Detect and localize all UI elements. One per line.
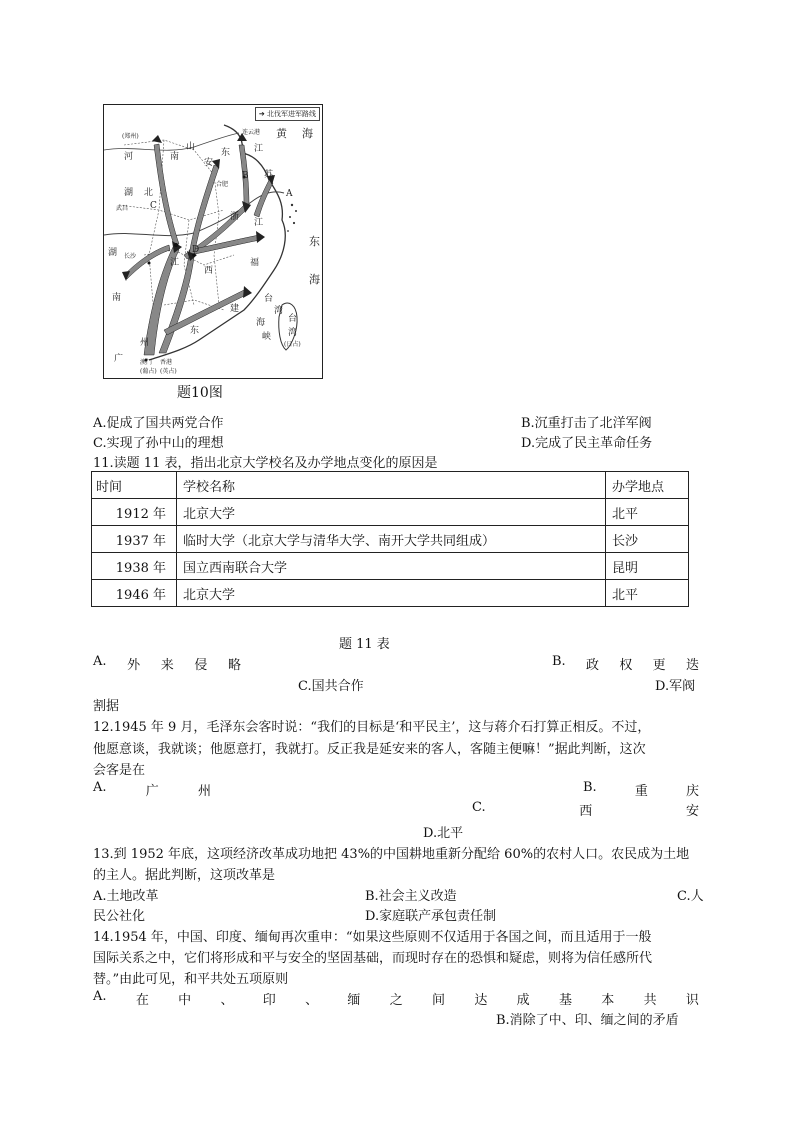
map-label: 东 (309, 235, 320, 248)
cell-location: 长沙 (606, 526, 689, 553)
option-char: 略 (227, 658, 241, 673)
map-label: 长沙 (124, 253, 137, 260)
option-char: 重 (634, 784, 648, 799)
map-label: 湖 (124, 188, 134, 198)
cell-time: 1937 年 (92, 526, 177, 553)
table-row (92, 526, 689, 553)
map-label: 山 (186, 142, 196, 152)
table-row (92, 553, 689, 580)
cell-school: 北京大学 (177, 580, 606, 607)
map-label: (葡占) (140, 368, 157, 375)
table-row (92, 580, 689, 607)
option-char: 州 (197, 784, 211, 799)
q14-option-a[interactable] (93, 989, 699, 1008)
q11-option-c[interactable]: C.国共合作 (298, 679, 364, 694)
map-label: (日占) (284, 341, 301, 348)
q10-option-d[interactable]: D.完成了民主革命任务 (521, 436, 653, 451)
option-char: 外 (127, 658, 141, 673)
cell-school: 临时大学（北京大学与清华大学、南开大学共同组成） (177, 526, 606, 553)
q11-option-d[interactable]: D.军阀 (655, 679, 696, 694)
cell-location: 北平 (606, 499, 689, 526)
option-char: A. (93, 780, 107, 795)
map-label: (英占) (160, 368, 177, 375)
option-char: 成 (516, 993, 530, 1008)
option-char: 达 (474, 993, 488, 1008)
map-label: 苏 (264, 170, 274, 180)
option-char: 、 (220, 993, 234, 1008)
map-label: 香港 (160, 359, 173, 366)
map-label: 海 (302, 127, 313, 140)
map-label: 广 (114, 354, 124, 364)
option-char: 共 (643, 993, 657, 1008)
map-label: 江 (170, 258, 180, 268)
option-char: B. (583, 780, 597, 795)
map-label: 黄 (276, 127, 287, 140)
option-char: 印 (262, 993, 276, 1008)
map-label: 福 (250, 258, 260, 268)
q13-option-d[interactable]: D.家庭联产承包责任制 (365, 909, 497, 924)
q14-stem-line2: 国际关系之中，它们将形成和平与安全的坚固基础，而现时存在的恐惧和疑虑，则将为信任感所代 (93, 951, 653, 966)
option-char: 中 (178, 993, 192, 1008)
option-char: 政 (586, 658, 600, 673)
cell-time: 1946 年 (92, 580, 177, 607)
map-label: 海 (256, 318, 266, 328)
q10-option-c[interactable]: C.实现了孙中山的理想 (93, 436, 224, 451)
option-char: 庆 (685, 784, 699, 799)
map-label: 安 (204, 158, 214, 168)
q11-option-b[interactable] (552, 654, 699, 673)
header-time: 时间 (92, 472, 177, 499)
figure-caption: 题10图 (177, 385, 223, 401)
cell-school: 北京大学 (177, 499, 606, 526)
map-label: 南 (170, 152, 180, 162)
q11-stem: 11.读题 11 表，指出北京大学校名及办学地点变化的原因是 (93, 456, 438, 471)
option-char: 广 (145, 784, 159, 799)
cell-school: 国立西南联合大学 (177, 553, 606, 580)
map-label: A (286, 189, 293, 199)
table-header-row (92, 472, 689, 499)
map-label: 湾 (274, 306, 284, 316)
map-label: 州 (140, 338, 150, 348)
option-char: 更 (652, 658, 666, 673)
map-label: 南 (112, 293, 122, 303)
q13-option-a[interactable]: A.土地改革 (93, 889, 159, 904)
header-location: 办学地点 (606, 472, 689, 499)
q12-option-c[interactable] (472, 800, 699, 819)
cell-time: 1938 年 (92, 553, 177, 580)
q12-stem-line3: 会客是在 (93, 763, 146, 778)
q14-option-b[interactable]: B.消除了中、印、缅之间的矛盾 (496, 1013, 679, 1028)
q13-stem-line2: 的主人。据此判断，这项改革是 (93, 868, 276, 883)
coastal-islands (287, 204, 297, 232)
q12-stem-line1: 12.1945 年 9 月，毛泽东会客时说：“我们的目标是‘和平民主’，这与蒋介石打算正相反。不过， (93, 720, 651, 735)
option-char: 来 (160, 658, 174, 673)
option-char: 侵 (194, 658, 208, 673)
cell-location: 北平 (606, 580, 689, 607)
map-label: 北 (144, 188, 154, 198)
map-label: B (242, 171, 249, 181)
option-char: 权 (619, 658, 633, 673)
legend-arrow-icon: ➔ (258, 110, 265, 118)
map-label: 东 (190, 326, 200, 336)
map-label: 浙 (230, 212, 240, 222)
option-char: C. (472, 800, 486, 815)
northern-expedition-map (103, 104, 323, 379)
map-label: 峡 (262, 332, 272, 342)
table-row (92, 499, 689, 526)
table-caption: 题 11 表 (339, 637, 390, 652)
map-label: 武昌 (116, 205, 129, 212)
option-char: 识 (685, 993, 699, 1008)
map-label: 台 (264, 294, 274, 304)
option-char: 在 (135, 993, 149, 1008)
map-label: 江 (254, 218, 264, 228)
map-label: 台 (288, 314, 298, 324)
option-char: A. (93, 989, 107, 1004)
map-label: 东 (221, 148, 231, 158)
map-label: 湖 (108, 248, 118, 258)
map-label: 西 (204, 266, 214, 276)
map-label: 连云港 (242, 129, 261, 136)
q12-option-b[interactable] (583, 780, 699, 799)
map-label: 湾 (288, 328, 298, 338)
q14-stem-line1: 14.1954 年，中国、印度、缅甸再次重申：“如果这些原则不仅适用于各国之间，而且适用于一般 (93, 930, 652, 945)
cell-time: 1912 年 (92, 499, 177, 526)
map-legend (255, 107, 320, 121)
q13-stem-line1: 13.到 1952 年底，这项经济改革成功地把 43%的中国耕地重新分配给 60%的农村人口。农民成为土地 (93, 847, 690, 862)
map-label: 合肥 (216, 181, 229, 188)
q13-option-c-wrap: 民公社化 (93, 909, 146, 924)
option-char: 缅 (347, 993, 361, 1008)
option-char: 、 (305, 993, 319, 1008)
q13-option-c[interactable]: C.人 (677, 889, 704, 904)
map-label: 海 (309, 273, 320, 286)
map-label: 河 (124, 152, 134, 162)
q12-stem-line2: 他愿意谈，我就谈；他愿意打，我就打。反正我是延安来的客人，客随主便嘛！”据此判断，这次 (93, 742, 646, 757)
legend-label: 北伐军进军路线 (267, 110, 316, 118)
cell-location: 昆明 (606, 553, 689, 580)
option-char: 间 (432, 993, 446, 1008)
option-char: 之 (389, 993, 403, 1008)
map-label: 澳门 (140, 359, 153, 366)
q12-option-d[interactable]: D.北平 (423, 826, 464, 841)
q14-stem-line3: 替。”由此可见，和平共处五项原则 (93, 972, 289, 987)
option-char: 基 (558, 993, 572, 1008)
option-char: 迭 (685, 658, 699, 673)
q13-option-b[interactable]: B.社会主义改造 (365, 889, 457, 904)
header-school: 学校名称 (177, 472, 606, 499)
option-char: A. (93, 654, 107, 669)
q10-option-a[interactable]: A.促成了国共两党合作 (93, 416, 224, 431)
map-label: (郑州) (122, 133, 139, 140)
map-label: 建 (230, 304, 240, 314)
map-label: 江 (254, 144, 264, 154)
option-char: B. (552, 654, 566, 669)
q11-option-a[interactable] (93, 654, 241, 673)
map-label: D (192, 245, 200, 255)
q10-option-b[interactable]: B.沉重打击了北洋军阀 (521, 416, 652, 431)
option-char: 安 (685, 804, 699, 819)
option-char: 本 (601, 993, 615, 1008)
q12-option-a[interactable] (93, 780, 211, 799)
map-label: C (150, 201, 157, 211)
q11-option-d-wrap: 割据 (93, 699, 120, 714)
option-char: 西 (579, 804, 593, 819)
q11-table (91, 471, 689, 607)
